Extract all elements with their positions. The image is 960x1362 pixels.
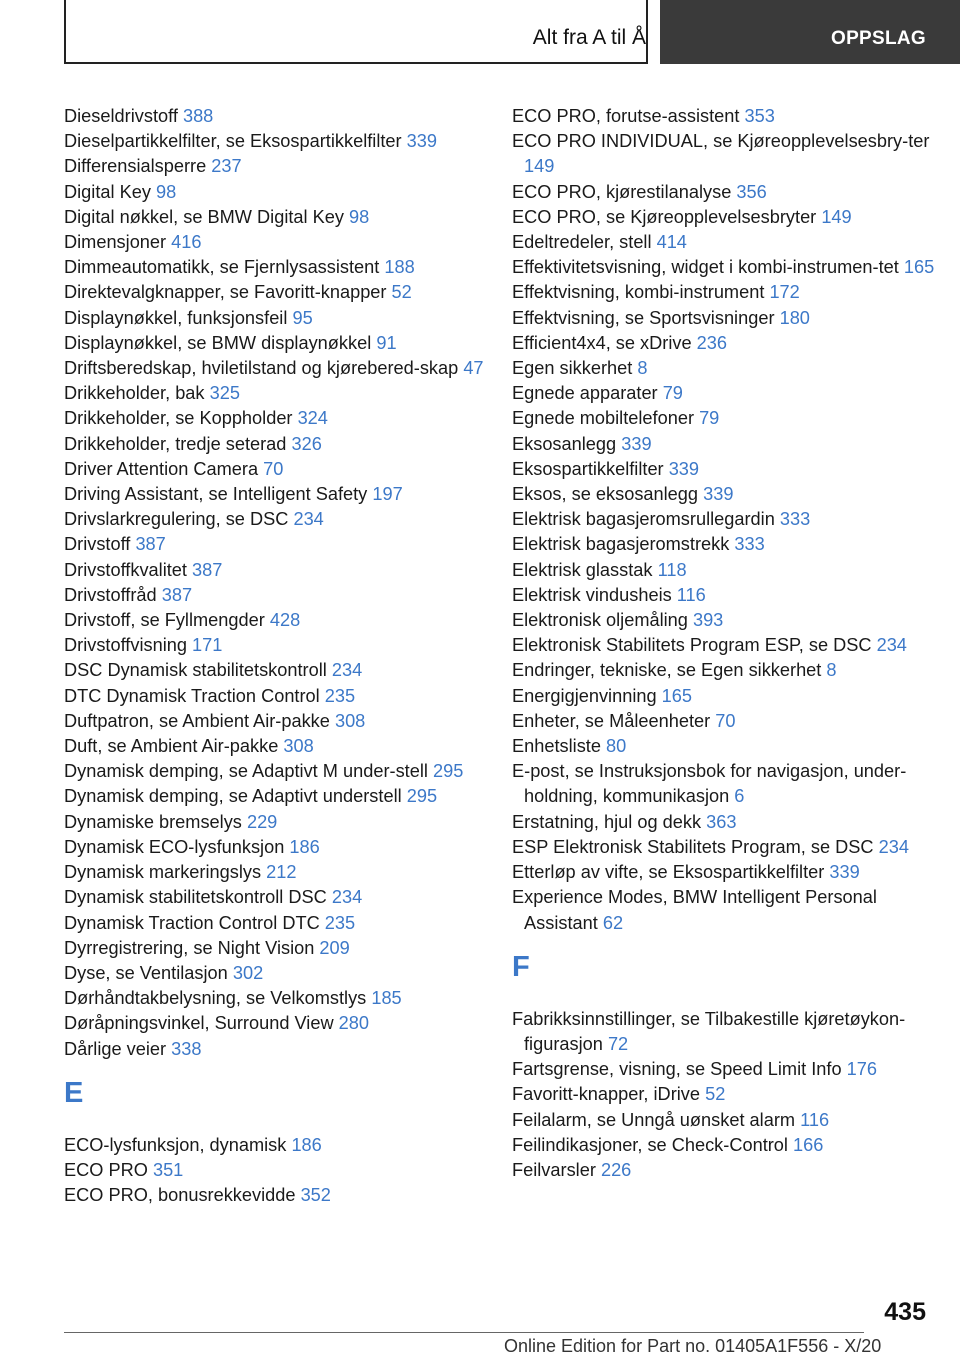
index-entry-term: Drivstoffkvalitet: [64, 559, 187, 580]
footer-edition: Online Edition for Part no. 01405A1F556 - X/20: [504, 1336, 882, 1356]
index-entry-term: Dårlige veier: [64, 1038, 167, 1059]
index-entry-term: Feilvarsler: [512, 1159, 596, 1180]
index-entry: [512, 860, 952, 885]
index-entry-term: Energigjenvinning: [512, 685, 657, 706]
index-entry-term: Dynamisk Traction Control DTC: [64, 912, 320, 933]
header-tab-label: OPPSLAG: [830, 28, 926, 49]
index-entry-term: Driving Assistant, se Intelligent Safety: [64, 484, 368, 505]
index-entry: [64, 1133, 484, 1158]
index-entry: [512, 885, 952, 935]
index-entry: [64, 709, 484, 734]
index-entry-page-link[interactable]: 295: [432, 761, 464, 782]
index-entry: [512, 709, 952, 734]
index-entry: [512, 1133, 952, 1158]
index-entry: [512, 1158, 952, 1183]
index-entry-page-link[interactable]: 47: [463, 358, 484, 379]
index-entry-page-link[interactable]: 351: [152, 1159, 184, 1180]
index-entry: [64, 734, 484, 759]
page-number: 435: [884, 1298, 926, 1326]
index-entry-term: Elektrisk bagasjeromsrullegardin: [512, 509, 775, 530]
index-entry-page-link[interactable]: 356: [736, 181, 767, 202]
index-entry: [64, 457, 484, 482]
index-entry-page-link[interactable]: 98: [349, 206, 370, 227]
index-entry-term: Dynamisk ECO-lysfunksjon: [64, 836, 285, 857]
index-entry: [512, 205, 952, 230]
index-entry-term: Dimensjoner: [64, 232, 167, 253]
index-entry-term: ECO-lysfunksjon, dynamisk: [64, 1134, 287, 1155]
index-entry-page-link[interactable]: 234: [878, 836, 909, 857]
index-entry-term: Drivstoffråd: [64, 584, 157, 605]
index-column-right: [512, 104, 952, 1183]
index-entry-page-link[interactable]: 6: [734, 786, 745, 807]
index-entry: [512, 406, 952, 431]
footer-divider: [64, 1332, 864, 1333]
index-entry-page-link[interactable]: 339: [829, 862, 860, 883]
index-entry-term: Egnede mobiltelefoner: [512, 408, 694, 429]
index-entry-page-link[interactable]: 70: [263, 458, 284, 479]
index-entry: [64, 608, 484, 633]
index-entry: [512, 532, 952, 557]
index-entry-page-link[interactable]: 98: [156, 181, 177, 202]
index-entry-page-link[interactable]: 295: [406, 786, 438, 807]
index-entry: [512, 759, 952, 809]
index-entry-term: ECO PRO, forutse-assistent: [512, 106, 740, 126]
index-entry: [512, 1108, 952, 1133]
index-entry: [64, 1158, 484, 1183]
index-entry: [64, 885, 484, 910]
index-entry-term: Drivstoff: [64, 534, 131, 555]
index-entry-page-link[interactable]: 188: [384, 257, 415, 278]
index-entry-page-link[interactable]: 80: [606, 736, 627, 757]
index-entry-term: Feilalarm, se Unngå uønsket alarm: [512, 1109, 796, 1130]
index-entry-page-link[interactable]: 52: [705, 1084, 726, 1105]
index-entry: [64, 911, 484, 936]
index-entry-term: Displaynøkkel, funksjonsfeil: [64, 307, 288, 328]
index-entry-term: ECO PRO, se Kjøreopplevelsesbryter: [512, 206, 817, 227]
index-entry-term: Fabrikksinnstillinger, se Tilbakestille kjøretøykon-figurasjon: [512, 1008, 906, 1054]
index-entry-page-link[interactable]: 72: [607, 1033, 629, 1054]
index-entry-term: Dynamiske bremselys: [64, 811, 242, 832]
index-entry-term: Eksos, se eksosanlegg: [512, 484, 699, 505]
index-entry-term: Dynamisk stabilitetskontroll DSC: [64, 887, 327, 908]
index-entry-term: Egen sikkerhet: [512, 358, 633, 379]
index-entry: [64, 230, 484, 255]
index-entry-page-link[interactable]: 353: [744, 106, 775, 126]
index-entry-page-link[interactable]: 352: [300, 1185, 331, 1206]
index-entry-page-link[interactable]: 324: [297, 408, 328, 429]
index-entry-page-link[interactable]: 387: [135, 534, 166, 555]
index-entry-term: Dynamisk demping, se Adaptivt M under-stell: [64, 761, 428, 782]
index-entry-page-link[interactable]: 234: [331, 887, 363, 908]
index-entry-page-link[interactable]: 414: [656, 232, 687, 253]
index-entry: [64, 532, 484, 557]
index-entry: [64, 381, 484, 406]
index-entry-page-link[interactable]: 229: [246, 811, 278, 832]
index-entry-page-link[interactable]: 91: [376, 332, 397, 353]
index-entry: [64, 306, 484, 331]
index-entry-page-link[interactable]: 8: [637, 358, 648, 379]
index-entry-page-link[interactable]: 280: [338, 1013, 370, 1034]
index-entry-term: Displaynøkkel, se BMW displaynøkkel: [64, 332, 372, 353]
index-entry-term: Elektrisk bagasjeromstrekk: [512, 534, 730, 555]
index-entry-page-link[interactable]: 235: [324, 685, 356, 706]
index-entry-page-link[interactable]: 308: [334, 710, 366, 731]
index-entry: [64, 558, 484, 583]
index-entry-term: Drikkeholder, tredje seterad: [64, 433, 287, 454]
index-entry-page-link[interactable]: 339: [668, 458, 700, 479]
index-entry-page-link[interactable]: 387: [192, 559, 223, 580]
index-entry-page-link[interactable]: 52: [391, 282, 412, 303]
index-entry-page-link[interactable]: 234: [331, 660, 363, 681]
index-entry-term: Feilindikasjoner, se Check-Control: [512, 1134, 788, 1155]
index-entry-page-link[interactable]: 333: [734, 534, 765, 555]
index-entry-term: Drivstoffvisning: [64, 635, 187, 656]
index-entry: [512, 356, 952, 381]
index-entry-page-link[interactable]: 416: [171, 232, 202, 253]
index-entry: [64, 1183, 484, 1208]
index-entry-term: Døråpningsvinkel, Surround View: [64, 1013, 334, 1034]
index-entry-term: Driver Attention Camera: [64, 458, 259, 479]
index-entry-page-link[interactable]: 116: [800, 1109, 830, 1130]
index-entry-term: E-post, se Instruksjonsbok for navigasjon, under-holdning, kommunikasjon: [512, 761, 907, 807]
index-entry-page-link[interactable]: 339: [621, 433, 652, 454]
index-entry: [512, 230, 952, 255]
index-entry: [512, 810, 952, 835]
index-entry-term: Drikkeholder, se Koppholder: [64, 408, 293, 429]
header-section-title: Alt fra A til Å: [532, 26, 646, 49]
index-entry: [64, 961, 484, 986]
index-entry-term: Experience Modes, BMW Intelligent Personal Assistant: [512, 887, 877, 933]
index-entry-page-link[interactable]: 116: [676, 584, 706, 605]
index-entry: [512, 381, 952, 406]
index-entry: [64, 356, 484, 381]
index-entry-page-link[interactable]: 212: [266, 862, 297, 883]
index-entry-term: Differensialsperre: [64, 156, 207, 177]
index-entry-page-link[interactable]: 118: [657, 559, 687, 580]
index-entry-term: Effektvisning, kombi-instrument: [512, 282, 765, 303]
index-entry-term: Eksospartikkelfilter: [512, 458, 664, 479]
index-entry-term: ECO PRO, kjørestilanalyse: [512, 181, 732, 202]
index-entry-term: Effektivitetsvisning, widget i kombi-instrumen-tet: [512, 257, 899, 278]
index-entry-page-link[interactable]: 237: [211, 156, 242, 177]
index-entry-term: ESP Elektronisk Stabilitets Program, se DSC: [512, 836, 874, 857]
index-entry-term: Egnede apparater: [512, 383, 658, 404]
index-entry-page-link[interactable]: 326: [291, 433, 322, 454]
index-entry: [64, 986, 484, 1011]
index-entry-page-link[interactable]: 186: [291, 1134, 322, 1155]
index-entry-page-link[interactable]: 338: [171, 1038, 202, 1059]
index-entry-page-link[interactable]: 226: [600, 1159, 632, 1180]
index-entry-page-link[interactable]: 79: [699, 408, 720, 429]
index-entry-page-link[interactable]: 363: [706, 811, 737, 832]
index-entry: [64, 583, 484, 608]
index-entry: [64, 406, 484, 431]
index-entry: [64, 759, 484, 784]
index-entry-term: Enhetsliste: [512, 736, 601, 757]
index-entry: [512, 432, 952, 457]
index-entry: [512, 457, 952, 482]
index-entry-page-link[interactable]: 149: [821, 206, 852, 227]
index-entry-term: Elektronisk oljemåling: [512, 610, 688, 631]
index-entry-page-link[interactable]: 308: [283, 736, 314, 757]
index-entry-term: Duft, se Ambient Air-pakke: [64, 736, 279, 757]
index-entry: [64, 633, 484, 658]
index-entry: [512, 306, 952, 331]
index-entry-page-link[interactable]: 235: [324, 912, 356, 933]
index-entry-term: Dynamisk markeringslys: [64, 862, 262, 883]
index-entry-term: Drivstoff, se Fyllmengder: [64, 610, 265, 631]
index-entry: [512, 104, 952, 129]
index-entry-page-link[interactable]: 171: [192, 635, 223, 656]
index-entry-page-link[interactable]: 428: [269, 610, 301, 631]
index-entry-term: Drivslarkregulering, se DSC: [64, 509, 289, 530]
index-entry-term: Elektrisk vindusheis: [512, 584, 672, 605]
index-entry-term: Dyse, se Ventilasjon: [64, 962, 228, 983]
index-entry: [64, 205, 484, 230]
index-entry-page-link[interactable]: 95: [292, 307, 313, 328]
index-entry: [512, 583, 952, 608]
index-entry-term: Elektronisk Stabilitets Program ESP, se DSC: [512, 635, 872, 656]
index-entry-page-link[interactable]: 236: [696, 332, 728, 353]
index-entry-term: Erstatning, hjul og dekk: [512, 811, 702, 832]
index-entry-page-link[interactable]: 62: [602, 912, 624, 933]
index-entry: [64, 331, 484, 356]
index-entry: [512, 608, 952, 633]
index-letter-heading: E: [64, 1076, 84, 1109]
index-entry-term: Etterløp av vifte, se Eksospartikkelfilter: [512, 862, 825, 883]
index-entry: [64, 860, 484, 885]
index-entry-page-link[interactable]: 302: [232, 962, 264, 983]
index-entry-page-link[interactable]: 393: [692, 610, 724, 631]
index-entry-term: Duftpatron, se Ambient Air-pakke: [64, 710, 330, 731]
index-entry: [512, 684, 952, 709]
index-entry-term: Dimmeautomatikk, se Fjernlysassistent: [64, 257, 380, 278]
index-entry: [64, 507, 484, 532]
index-entry: [64, 180, 484, 205]
index-entry-term: Eksosanlegg: [512, 433, 617, 454]
index-entry-page-link[interactable]: 209: [319, 937, 350, 958]
index-entry: [64, 482, 484, 507]
index-entry-term: Efficient4x4, se xDrive: [512, 332, 692, 353]
index-entry: [64, 280, 484, 305]
index-entry-term: Driftsberedskap, hviletilstand og kjørebered-skap: [64, 358, 459, 379]
index-entry-term: Fartsgrense, visning, se Speed Limit Info: [512, 1059, 842, 1080]
index-entry: [64, 129, 484, 154]
index-entry-term: Direktevalgknapper, se Favoritt-knapper: [64, 282, 387, 303]
index-entry: [512, 1082, 952, 1107]
index-column-left: [64, 104, 484, 1208]
index-entry-page-link[interactable]: 339: [406, 131, 438, 152]
index-entry-page-link[interactable]: 180: [779, 307, 810, 328]
index-entry-term: Effektvisning, se Sportsvisninger: [512, 307, 775, 328]
index-entry-page-link[interactable]: 166: [793, 1134, 824, 1155]
index-entry: [512, 1007, 952, 1057]
index-entry-term: Elektrisk glasstak: [512, 559, 653, 580]
index-entry-page-link[interactable]: 339: [703, 484, 734, 505]
index-entry-page-link[interactable]: 70: [715, 710, 736, 731]
index-entry: [64, 835, 484, 860]
index-entry: [512, 558, 952, 583]
index-entry-term: ECO PRO: [64, 1159, 148, 1180]
index-entry: [64, 255, 484, 280]
index-entry: [64, 1037, 484, 1062]
index-entry-page-link[interactable]: 333: [779, 509, 811, 530]
index-entry: [512, 129, 952, 179]
index-entry: [512, 633, 952, 658]
index-entry-term: Digital nøkkel, se BMW Digital Key: [64, 206, 344, 227]
index-entry-term: Dyrregistrering, se Night Vision: [64, 937, 315, 958]
index-entry-term: ECO PRO, bonusrekkevidde: [64, 1185, 296, 1206]
index-entry-term: DTC Dynamisk Traction Control: [64, 685, 320, 706]
index-entry-page-link[interactable]: 165: [661, 685, 693, 706]
index-entry: [512, 331, 952, 356]
index-entry-page-link[interactable]: 234: [876, 635, 907, 656]
index-entry-page-link[interactable]: 165: [903, 257, 935, 278]
index-letter-heading: F: [512, 950, 530, 983]
index-entry: [512, 734, 952, 759]
index-entry: [64, 936, 484, 961]
index-entry-page-link[interactable]: 197: [372, 484, 403, 505]
index-entry-page-link[interactable]: 185: [371, 988, 402, 1009]
index-entry-page-link[interactable]: 149: [524, 156, 555, 177]
index-entry-page-link[interactable]: 325: [209, 383, 240, 404]
index-entry: [64, 432, 484, 457]
index-entry: [64, 810, 484, 835]
index-entry-term: Dieselpartikkelfilter, se Eksospartikkelfilter: [64, 131, 402, 152]
index-entry-term: Drikkeholder, bak: [64, 383, 205, 404]
index-entry-page-link[interactable]: 186: [289, 836, 320, 857]
index-entry-page-link[interactable]: 79: [662, 383, 683, 404]
index-entry-term: DSC Dynamisk stabilitetskontroll: [64, 660, 327, 681]
index-entry-term: Enheter, se Måleenheter: [512, 710, 711, 731]
index-entry: [64, 684, 484, 709]
index-entry-term: Favoritt-knapper, iDrive: [512, 1084, 701, 1105]
index-entry-term: Dørhåndtakbelysning, se Velkomstlys: [64, 988, 367, 1009]
index-entry: [512, 280, 952, 305]
index-entry-page-link[interactable]: 172: [769, 282, 800, 303]
index-entry-page-link[interactable]: 8: [826, 660, 837, 681]
index-entry: [64, 154, 484, 179]
index-entry-page-link[interactable]: 387: [161, 584, 193, 605]
index-entry: [512, 1057, 952, 1082]
index-entry: [512, 482, 952, 507]
index-entry-term: Digital Key: [64, 181, 151, 202]
index-entry-page-link[interactable]: 176: [846, 1059, 877, 1080]
index-entry: [512, 255, 952, 280]
index-entry: [512, 180, 952, 205]
index-entry-page-link[interactable]: 388: [182, 106, 214, 126]
index-entry: [512, 835, 952, 860]
index-entry-term: ECO PRO INDIVIDUAL, se Kjøreopplevelsesbry-ter: [512, 131, 930, 152]
index-entry: [64, 104, 484, 129]
index-entry: [64, 658, 484, 683]
index-entry-term: Edeltredeler, stell: [512, 232, 652, 253]
index-entry: [512, 658, 952, 683]
index-entry: [64, 1011, 484, 1036]
index-entry-term: Dieseldrivstoff: [64, 106, 178, 126]
index-entry-term: Endringer, tekniske, se Egen sikkerhet: [512, 660, 822, 681]
index-entry-term: Dynamisk demping, se Adaptivt understell: [64, 786, 402, 807]
index-entry: [512, 507, 952, 532]
index-entry-page-link[interactable]: 234: [293, 509, 324, 530]
index-entry: [64, 784, 484, 809]
